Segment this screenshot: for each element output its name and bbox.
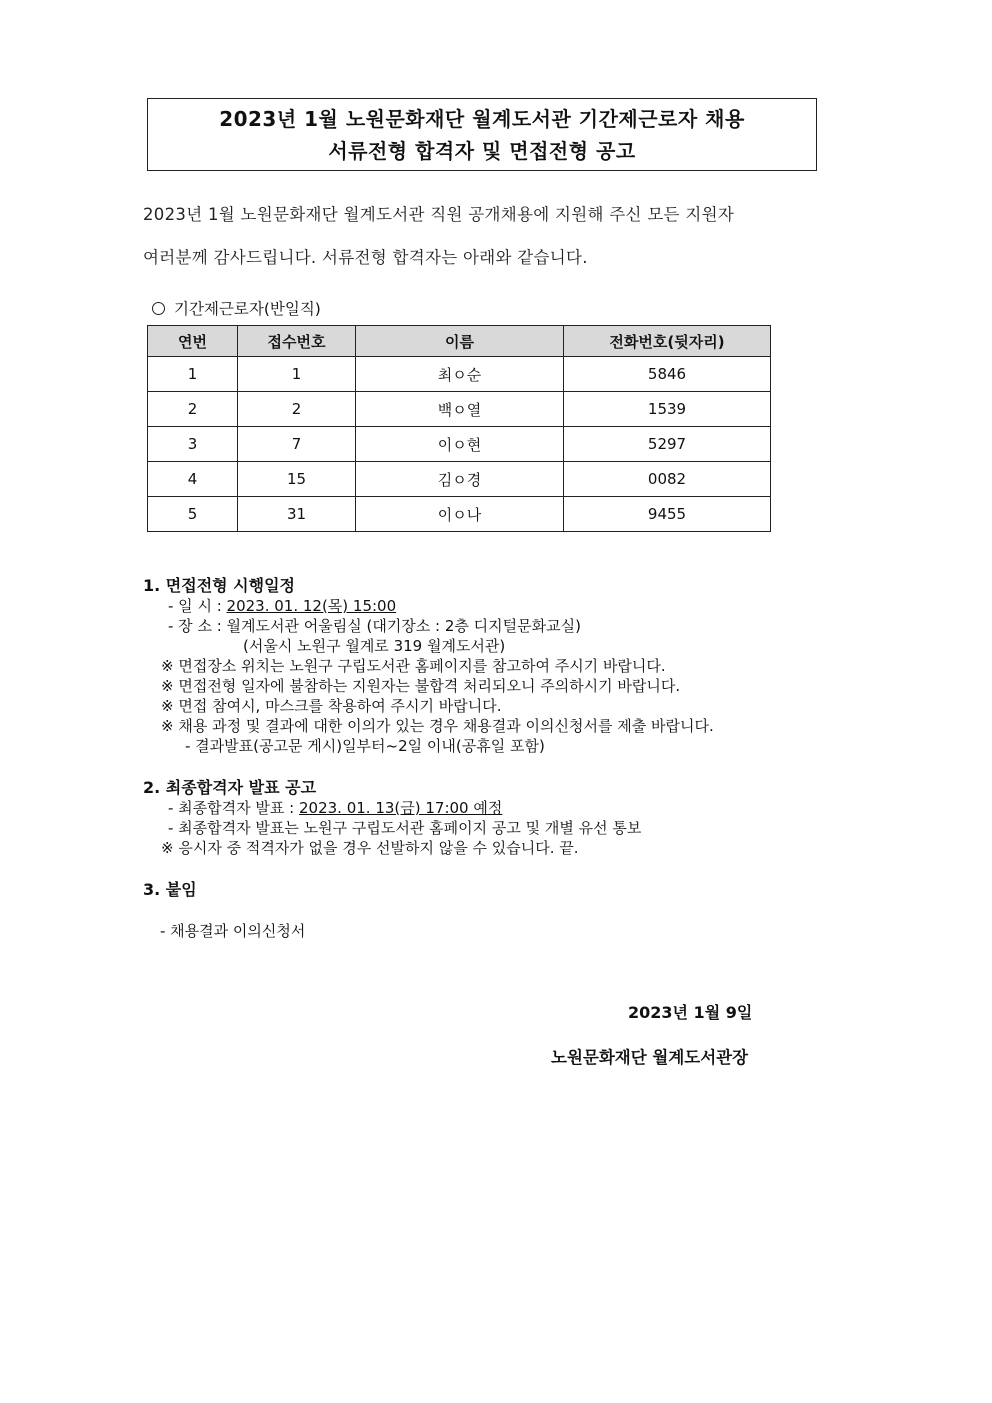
interview-date-value: 2023. 01. 12(목) 15:00 [226,597,397,615]
interview-place-label: - 장 소 : [168,617,227,635]
final-announce-line [143,798,641,818]
cell-seq: 5 [148,497,238,532]
interview-note: ※ 채용 과정 및 결과에 대한 이의가 있는 경우 채용결과 이의신청서를 제출 바랍니다. [161,717,714,735]
cell-phone: 5846 [564,357,771,392]
cell-receipt-no: 2 [238,392,356,427]
table-row [148,497,771,532]
cell-name: 최ㅇ순 [356,357,564,392]
objection-period-note: - 결과발표(공고문 게시)일부터~2일 이내(공휴일 포함) [185,737,545,755]
passed-applicants-table [147,325,771,532]
cell-seq: 3 [148,427,238,462]
interview-address: (서울시 노원구 월계로 319 월계도서관) [243,637,506,655]
notice-title-box [147,98,817,171]
interview-date-line [143,596,714,616]
intro-line-2: 여러분께 감사드립니다. 서류전형 합격자는 아래와 같습니다. [143,248,588,267]
section-interview-schedule [143,576,714,756]
header-name: 이름 [356,326,564,357]
header-receipt-no: 접수번호 [238,326,356,357]
position-label-text: 기간제근로자(반일직) [174,300,321,318]
cell-name: 이ㅇ나 [356,497,564,532]
cell-phone: 9455 [564,497,771,532]
section3-heading: 3. 붙임 [143,880,197,899]
interview-place-line [143,616,714,636]
notice-date: 2023년 1월 9일 [628,1003,753,1022]
final-announce-value: 2023. 01. 13(금) 17:00 예정 [298,799,503,817]
cell-seq: 1 [148,357,238,392]
header-phone: 전화번호(뒷자리) [564,326,771,357]
cell-seq: 2 [148,392,238,427]
table-row [148,427,771,462]
interview-place-value: 월계도서관 어울림실 (대기장소 : 2층 디지털문화교실) [226,617,581,635]
table-row [148,392,771,427]
table-row [148,357,771,392]
cell-name: 이ㅇ현 [356,427,564,462]
cell-name: 백ㅇ열 [356,392,564,427]
cell-receipt-no: 7 [238,427,356,462]
cell-seq: 4 [148,462,238,497]
table-row [148,462,771,497]
signature: 노원문화재단 월계도서관장 [551,1048,749,1067]
cell-receipt-no: 15 [238,462,356,497]
notice-title-line-2: 서류전형 합격자 및 면접전형 공고 [328,139,636,163]
position-label [152,297,321,319]
header-seq: 연번 [148,326,238,357]
interview-date-label: - 일 시 : [168,597,227,615]
cell-name: 김ㅇ경 [356,462,564,497]
notice-title-line-1: 2023년 1월 노원문화재단 월계도서관 기간제근로자 채용 [219,107,745,131]
cell-phone: 1539 [564,392,771,427]
section-attachment [143,880,305,941]
cell-phone: 0082 [564,462,771,497]
cell-receipt-no: 31 [238,497,356,532]
attachment-item: - 채용결과 이의신청서 [160,922,306,940]
interview-note: ※ 면접 참여시, 마스크를 착용하여 주시기 바랍니다. [161,697,502,715]
section-final-announcement [143,778,641,858]
cell-phone: 5297 [564,427,771,462]
final-announce-label: - 최종합격자 발표 : [168,799,299,817]
final-announce-method: - 최종합격자 발표는 노원구 구립도서관 홈페이지 공고 및 개별 유선 통보 [168,819,642,837]
interview-note: ※ 면접전형 일자에 불참하는 지원자는 불합격 처리되오니 주의하시기 바랍니다. [161,677,681,695]
section1-heading: 1. 면접전형 시행일정 [143,576,295,595]
cell-receipt-no: 1 [238,357,356,392]
circle-bullet-icon [152,302,165,315]
interview-note: ※ 면접장소 위치는 노원구 구립도서관 홈페이지를 참고하여 주시기 바랍니다. [161,657,666,675]
final-announce-note: ※ 응시자 중 적격자가 없을 경우 선발하지 않을 수 있습니다. 끝. [161,839,579,857]
intro-line-1: 2023년 1월 노원문화재단 월계도서관 직원 공개채용에 지원해 주신 모든 지원자 [143,205,735,224]
section2-heading: 2. 최종합격자 발표 공고 [143,778,317,797]
table-header-row [148,326,771,357]
